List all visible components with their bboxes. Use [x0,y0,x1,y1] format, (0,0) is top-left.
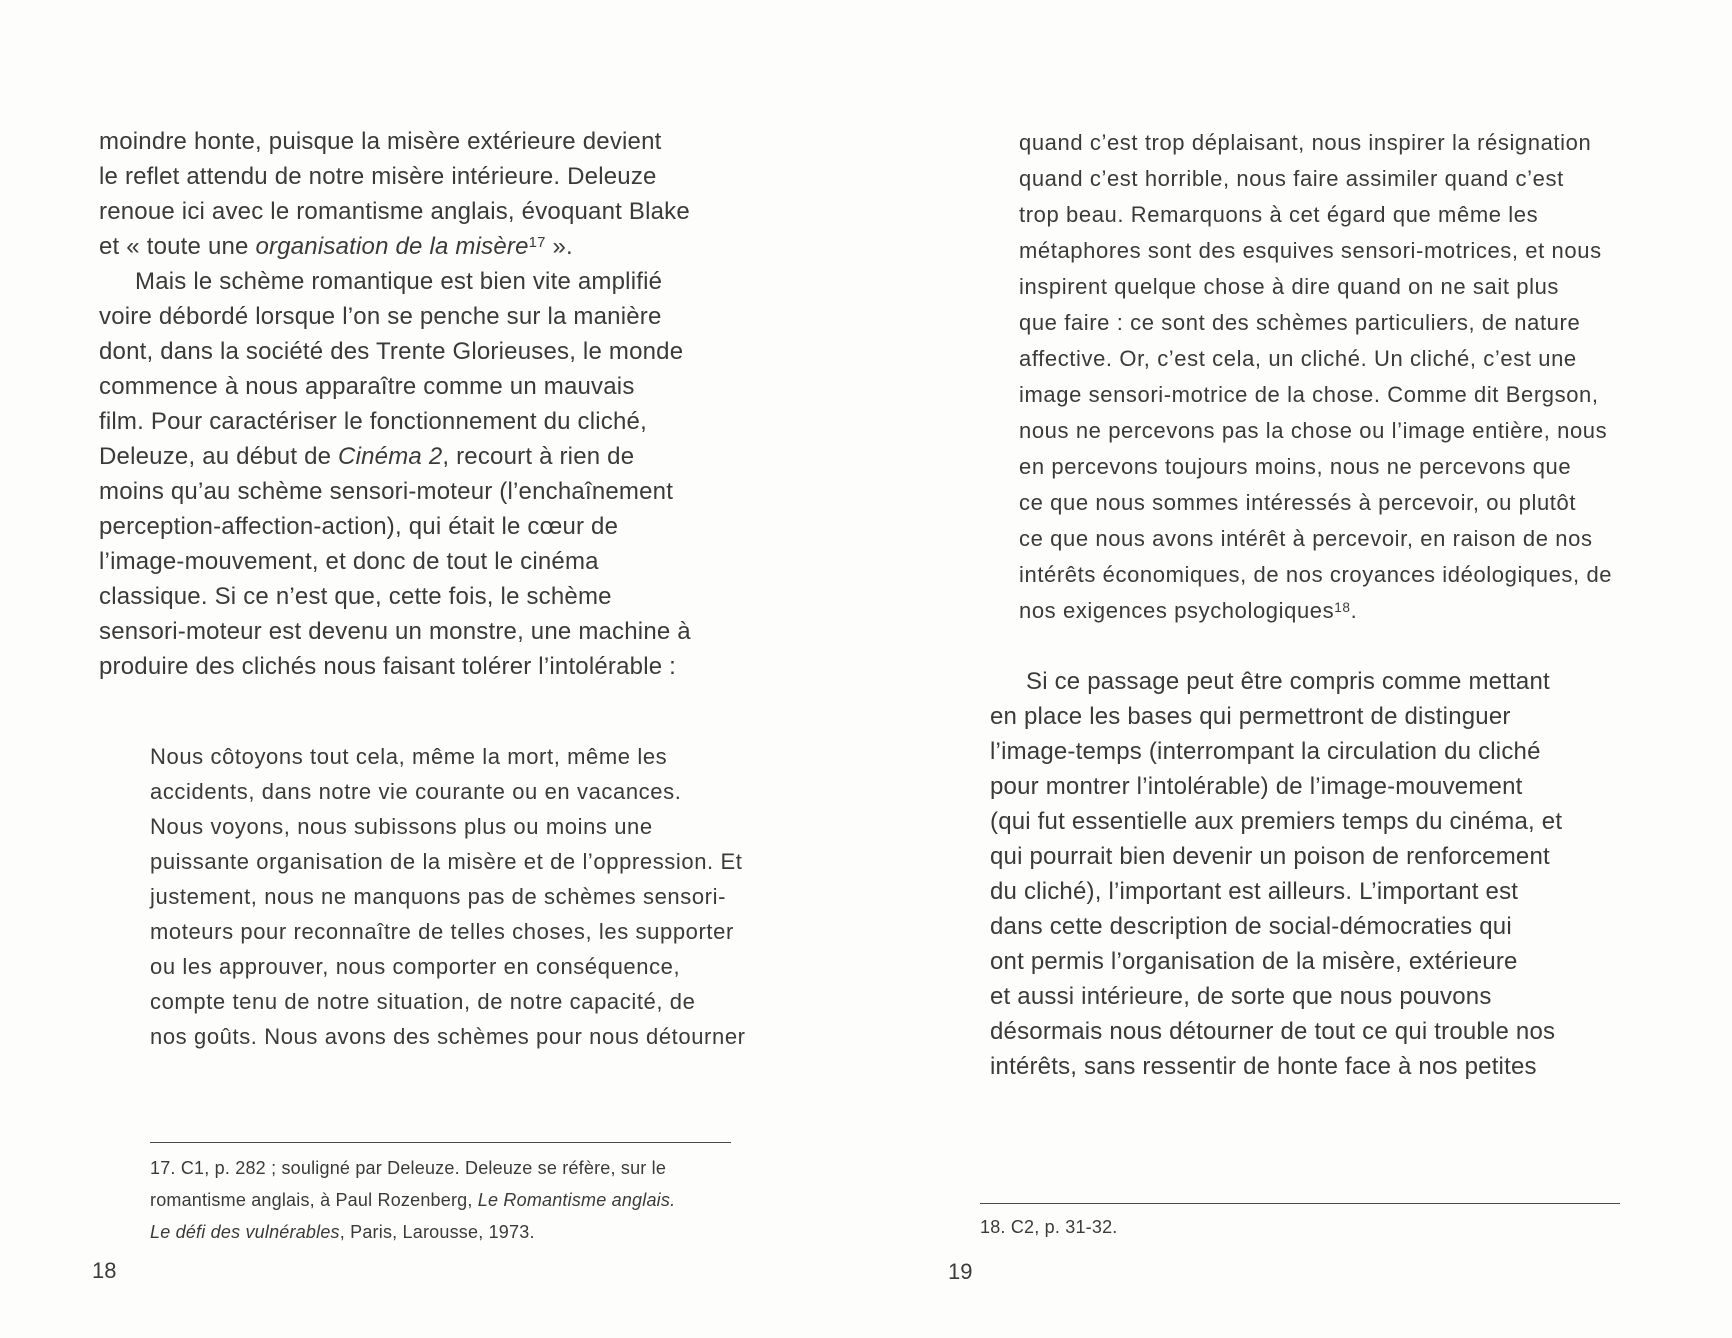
text-line [1019,125,1612,161]
text-line [99,474,691,509]
text-line [99,229,691,264]
text-segment: justement, nous ne manquons pas de schèmes sensori- [150,884,727,909]
text-segment: Le Romantisme anglais. [477,1190,676,1210]
text-segment: intérêts, sans ressentir de honte face à nos petites [990,1053,1537,1080]
text-segment: affective. Or, c’est cela, un cliché. Un cliché, c’est une [1019,346,1577,371]
text-line [99,439,691,474]
text-segment: commence à nous apparaître comme un mauvais [99,373,635,400]
footnote-reference: 18 [1334,599,1351,615]
text-segment: quand c’est trop déplaisant, nous inspirer la résignation [1019,130,1592,155]
text-segment: ce que nous avons intérêt à percevoir, en raison de nos [1019,526,1593,551]
text-line [150,739,746,774]
text-segment: sensori-moteur est devenu un monstre, une machine à [99,618,691,645]
text-line [1019,161,1612,197]
text-segment: pour montrer l’intolérable) de l’image-mouvement [990,773,1523,800]
text-line [990,909,1562,944]
text-line [990,1014,1562,1049]
text-line [1019,557,1612,593]
text-segment: renoue ici avec le romantisme anglais, évoquant Blake [99,198,690,225]
text-segment: Si ce passage peut être compris comme mettant [1026,668,1550,695]
text-segment: le reflet attendu de notre misère intérieure. Deleuze [99,163,657,190]
text-segment: voire débordé lorsque l’on se penche sur la manière [99,303,662,330]
text-line [150,844,746,879]
text-segment: accidents, dans notre vie courante ou en vacances. [150,779,682,804]
text-line [990,804,1562,839]
text-line [99,194,691,229]
text-segment: en place les bases qui permettront de distinguer [990,703,1511,730]
text-line [990,944,1562,979]
text-segment: classique. Si ce n’est que, cette fois, le schème [99,583,612,610]
text-segment: Nous côtoyons tout cela, même la mort, même les [150,744,668,769]
text-line [150,914,746,949]
text-segment: 17. C1, p. 282 ; souligné par Deleuze. Deleuze se réfère, sur le [150,1158,667,1178]
text-line [1019,197,1612,233]
text-segment: l’image-mouvement, et donc de tout le cinéma [99,548,599,575]
footnote-reference: 17 [528,235,546,252]
text-segment: ou les approuver, nous comporter en conséquence, [150,954,681,979]
text-segment: . [1350,598,1358,623]
right-page-number: 19 [948,1259,973,1284]
text-line [990,699,1562,734]
text-line [99,334,691,369]
text-segment: film. Pour caractériser le fonctionnement du cliché, [99,408,647,435]
text-line [990,874,1562,909]
text-segment: quand c’est horrible, nous faire assimiler quand c’est [1019,166,1564,191]
text-line [990,769,1562,804]
text-line [1019,377,1612,413]
text-segment: nos exigences psychologiques [1019,598,1335,623]
text-line [99,579,691,614]
text-line [1019,593,1612,629]
text-segment: nous ne percevons pas la chose ou l’image entière, nous [1019,418,1608,443]
text-segment: moins qu’au schème sensori-moteur (l’enchaînement [99,478,674,505]
text-segment: l’image-temps (interrompant la circulation du cliché [990,738,1541,765]
left-body-text [99,124,691,684]
text-segment: ». [545,233,573,260]
text-segment: organisation de la misère [255,233,529,260]
text-line [150,1019,746,1054]
text-segment: métaphores sont des esquives sensori-motrices, et nous [1019,238,1602,263]
text-segment: compte tenu de notre situation, de notre capacité, de [150,989,696,1014]
text-line [99,299,691,334]
text-segment: puissante organisation de la misère et de l’oppression. Et [150,849,743,874]
text-line [1019,305,1612,341]
right-footnote [980,1212,1118,1242]
text-line [150,949,746,984]
text-segment: 18. C2, p. 31-32. [980,1217,1118,1237]
text-line [1019,341,1612,377]
text-line [1019,521,1612,557]
text-segment: désormais nous détourner de tout ce qui trouble nos [990,1018,1556,1045]
text-segment: Le défi des vulnérables [150,1222,340,1242]
left-block-quote [150,739,746,1054]
text-line [990,979,1562,1014]
text-segment: image sensori-motrice de la chose. Comme dit Bergson, [1019,382,1599,407]
left-footnote [150,1152,675,1248]
text-segment: (qui fut essentielle aux premiers temps du cinéma, et [990,808,1563,835]
text-line [99,649,691,684]
text-segment: que faire : ce sont des schèmes particuliers, de nature [1019,310,1581,335]
text-line [99,404,691,439]
text-line [99,369,691,404]
text-line [150,809,746,844]
text-line [990,664,1562,699]
right-block-quote [1019,125,1612,629]
text-segment: Deleuze, au début de [99,443,339,470]
text-segment: intérêts économiques, de nos croyances idéologiques, de [1019,562,1613,587]
text-line [99,124,691,159]
text-segment: trop beau. Remarquons à cet égard que même les [1019,202,1539,227]
text-line [1019,269,1612,305]
text-line [150,984,746,1019]
text-line [150,1216,675,1248]
text-line [980,1212,1118,1242]
text-line [1019,413,1612,449]
text-line [99,159,691,194]
text-line [99,614,691,649]
text-segment: perception-affection-action), qui était le cœur de [99,513,619,540]
text-segment: et aussi intérieure, de sorte que nous pouvons [990,983,1492,1010]
text-line [990,734,1562,769]
text-segment: et « toute une [99,233,256,260]
text-line [99,264,691,299]
text-segment: en percevons toujours moins, nous ne percevons que [1019,454,1572,479]
text-line [150,774,746,809]
text-segment: ce que nous sommes intéressés à percevoir, ou plutôt [1019,490,1577,515]
text-line [990,1049,1562,1084]
text-segment: qui pourrait bien devenir un poison de renforcement [990,843,1550,870]
text-line [1019,233,1612,269]
text-segment: dont, dans la société des Trente Glorieuses, le monde [99,338,684,365]
text-segment: romantisme anglais, à Paul Rozenberg, [150,1190,478,1210]
text-segment: dans cette description de social-démocraties qui [990,913,1512,940]
text-segment: nos goûts. Nous avons des schèmes pour nous détourner [150,1024,746,1049]
text-line [150,1152,675,1184]
text-segment: , recourt à rien de [442,443,635,470]
text-segment: du cliché), l’important est ailleurs. L’important est [990,878,1519,905]
text-segment: moindre honte, puisque la misère extérieure devient [99,128,662,155]
text-segment: Nous voyons, nous subissons plus ou moins une [150,814,653,839]
text-line [99,509,691,544]
text-segment: produire des clichés nous faisant tolérer l’intolérable : [99,653,677,680]
text-line [1019,449,1612,485]
right-body-text [990,664,1562,1084]
text-segment: inspirent quelque chose à dire quand on ne sait plus [1019,274,1560,299]
text-line [1019,485,1612,521]
text-line [150,879,746,914]
text-segment: moteurs pour reconnaître de telles choses, les supporter [150,919,734,944]
text-line [150,1184,675,1216]
left-footnote-rule [150,1142,731,1143]
text-segment: Mais le schème romantique est bien vite amplifié [135,268,663,295]
right-footnote-rule [980,1203,1620,1204]
text-segment: , Paris, Larousse, 1973. [339,1222,535,1242]
left-page-number: 18 [92,1258,117,1283]
text-segment: ont permis l’organisation de la misère, extérieure [990,948,1518,975]
text-line [99,544,691,579]
text-segment: Cinéma 2 [338,443,443,470]
text-line [990,839,1562,874]
